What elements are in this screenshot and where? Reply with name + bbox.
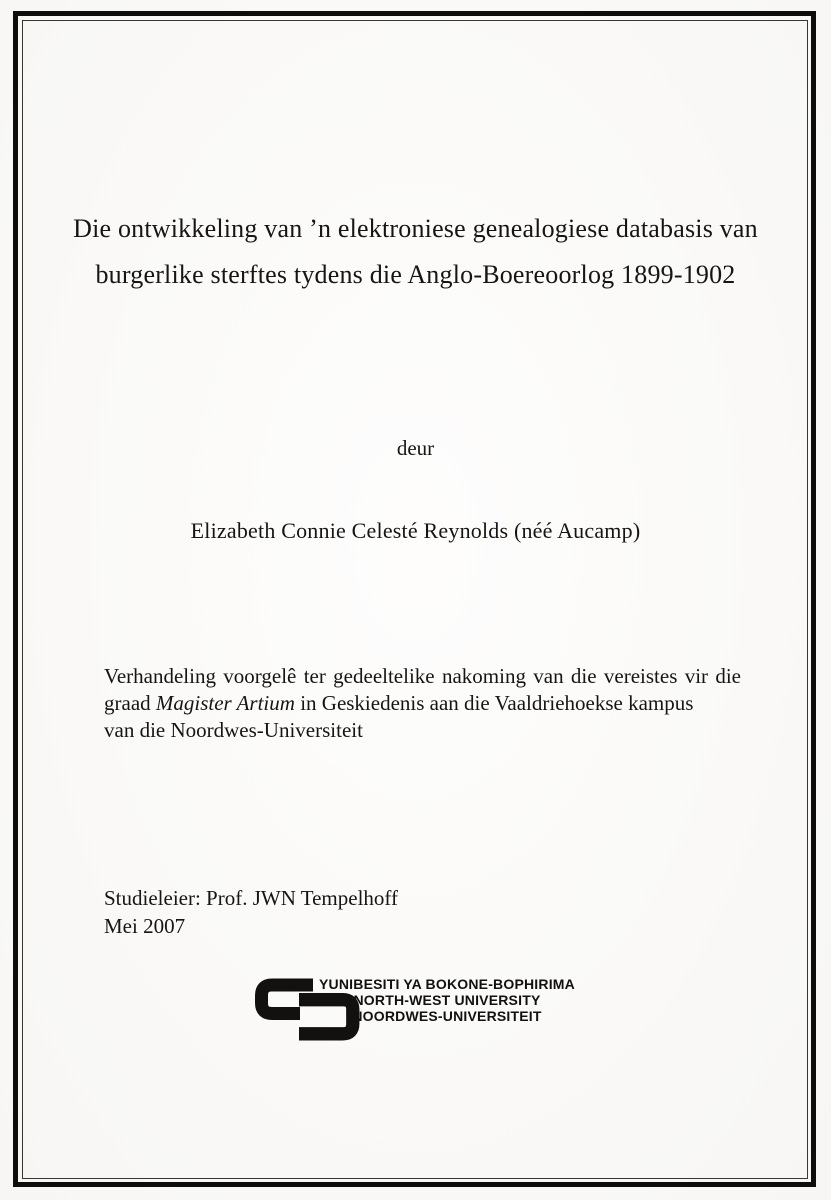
nwu-logo-wordmark (317, 976, 577, 1024)
declaration-line-2-suffix: in Geskiedenis aan die Vaaldriehoekse kampus (294, 691, 694, 715)
nwu-logo (253, 975, 583, 1055)
thesis-title-line-2: burgerlike sterftes tydens die Anglo-Boereoorlog 1899-1902 (95, 260, 736, 289)
logo-line-english: NORTH-WEST UNIVERSITY (353, 992, 541, 1008)
declaration-line-2 (104, 690, 741, 717)
declaration-line-2-prefix: graad (104, 691, 156, 715)
supervisor-block (104, 884, 398, 940)
byline-deur: deur (396, 436, 435, 460)
thesis-title (40, 206, 791, 298)
supervisor-line: Studieleier: Prof. JWN Tempelhoff (104, 886, 399, 910)
declaration-paragraph (104, 663, 741, 744)
date-line: Mei 2007 (104, 914, 186, 938)
degree-name: Magister Artium (155, 691, 295, 715)
author-name: Elizabeth Connie Celesté Reynolds (néé Aucamp) (190, 518, 641, 543)
logo-line-setswana: YUNIBESITI YA BOKONE-BOPHIRIMA (319, 976, 575, 992)
declaration-line-3: van die Noordwes-Universiteit (104, 718, 363, 742)
logo-line-afrikaans: NOORDWES-UNIVERSITEIT (352, 1008, 542, 1024)
declaration-line-1: Verhandeling voorgelê ter gedeeltelike nakoming van die vereistes vir die (104, 664, 741, 688)
thesis-title-line-1: Die ontwikkeling van ’n elektroniese genealogiese databasis van (73, 214, 758, 243)
